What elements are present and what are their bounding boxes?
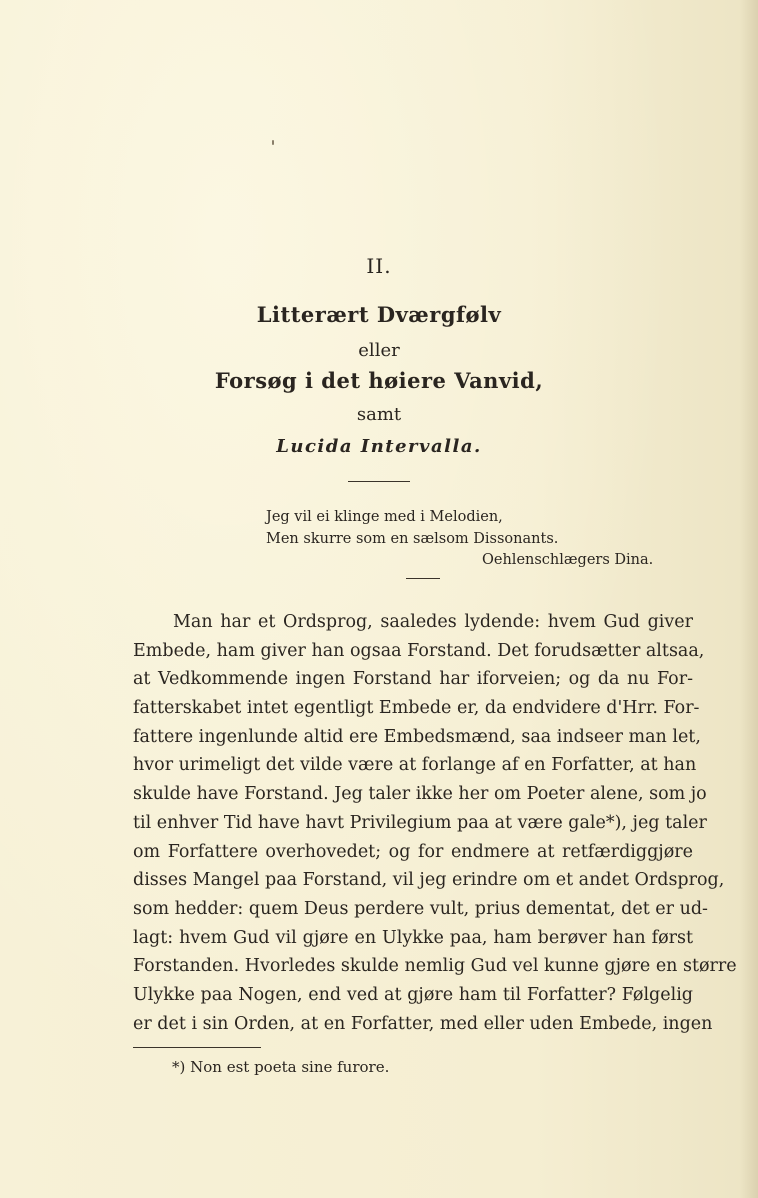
body-line: at Vedkommende ingen Forstand har iforveien; og da nu For- <box>133 669 693 690</box>
body-line: lagt: hvem Gud vil gjøre en Ulykke paa, ham berøver han først <box>133 927 693 948</box>
chapter-subtitle: Forsøg i det høiere Vanvid, <box>214 368 544 393</box>
body-paragraph <box>133 608 737 1038</box>
body-line: til enhver Tid have havt Privilegium paa at være gale*), jeg taler <box>133 812 707 833</box>
body-line: fattere ingenlunde altid ere Embedsmænd, saa indseer man let, <box>133 726 701 747</box>
title-conjunction-samt: samt <box>356 404 402 425</box>
title-lucida-intervalla: Lucida Intervalla. <box>276 436 482 457</box>
body-line: fatterskabet intet egentligt Embede er, da endvidere d'Hrr. For- <box>133 698 700 719</box>
body-line: hvor urimeligt det vilde være at forlange af en Forfatter, at han <box>133 755 697 776</box>
body-line: Forstanden. Hvorledes skulde nemlig Gud vel kunne gjøre en større <box>133 956 737 977</box>
body-line: Embede, ham giver han ogsaa Forstand. Det forudsætter altsaa, <box>133 640 705 661</box>
title-conjunction-eller: eller <box>358 340 400 361</box>
body-line: er det i sin Orden, at en Forfatter, med eller uden Embede, ingen <box>133 1013 713 1034</box>
footnote: *) Non est poeta sine furore. <box>172 1058 390 1076</box>
epigraph-line: Men skurre som en sælsom Dissonants. <box>266 531 559 547</box>
body-line: som hedder: quem Deus perdere vult, prius dementat, det er ud- <box>133 898 708 919</box>
body-line: skulde have Forstand. Jeg taler ikke her om Poeter alene, som jo <box>133 784 707 805</box>
chapter-title: Litterært Dværgfølv <box>256 302 502 327</box>
body-line: Ulykke paa Nogen, end ved at gjøre ham til Forfatter? Følgelig <box>133 984 693 1005</box>
epigraph-divider <box>406 578 440 579</box>
body-line: Man har et Ordsprog, saaledes lydende: hvem Gud giver <box>173 612 693 632</box>
paper-speck <box>272 140 274 145</box>
epigraph-line: Jeg vil ei klinge med i Melodien, <box>266 509 503 525</box>
body-line: disses Mangel paa Forstand, vil jeg erindre om et andet Ordsprog, <box>133 870 725 891</box>
body-line: om Forfattere overhovedet; og for endmere at retfærdiggjøre <box>133 841 693 862</box>
title-divider <box>348 481 410 482</box>
chapter-number: II. <box>366 254 392 278</box>
page-edge-shadow <box>740 0 758 1198</box>
footnote-divider <box>133 1047 261 1048</box>
epigraph-attribution: Oehlenschlægers Dina. <box>482 552 654 568</box>
